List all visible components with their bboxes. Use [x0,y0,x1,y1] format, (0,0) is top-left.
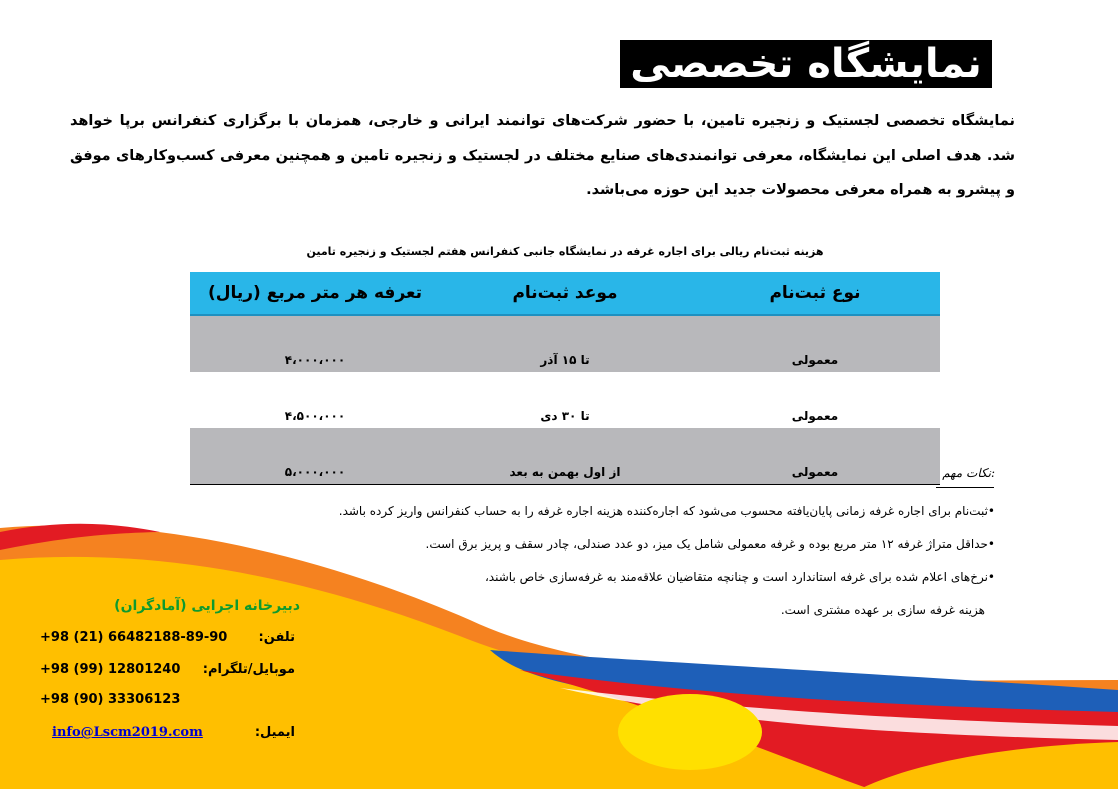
email-label: ایمیل: [254,725,295,740]
notes-heading-underline [936,487,994,488]
notes-list [240,503,995,635]
mobile-value-1: +98 (99) 12801240 [40,662,181,677]
cell-type: معمولی [690,315,940,372]
table-caption: هزینه ثبت‌نام ریالی برای اجاره غرفه در نمایشگاه جانبی کنفرانس هفتم لجستیک و زنجیره تامین [306,245,824,258]
mobile-label: موبایل/تلگرام: [202,662,295,677]
cell-deadline: تا ۳۰ دی [540,409,590,423]
table-row [190,372,940,428]
cell-deadline: تا ۱۵ آذر [440,315,690,372]
pricing-table [190,272,940,485]
cell-type: معمولی [690,428,940,485]
header-registration-type: نوع ثبت‌نام [690,272,940,315]
cell-deadline: از اول بهمن به بعد [440,428,690,485]
wave-yellow-blob [618,694,762,770]
intro-paragraph: نمایشگاه تخصصی لجستیک و زنجیره تامین، با حضور شرکت‌های توانمند ایرانی و خارجی، همزمان با برگزاری کنفرانس برپا خواهد شد. هدف اصلی این نمایشگاه، معرفی توانمندی‌های صنایع مختلف در لجستیک و زنجیره تامین و همچنین معرفی کسب‌وکارهای موفق و پیشرو به همراه معرفی محصولات جدید این حوزه می‌باشد. [70,113,1015,198]
header-rate-per-sqm: تعرفه هر متر مربع (ریال) [190,272,440,315]
list-item: •نرخ‌های اعلام شده برای غرفه استاندارد است و چنانچه متقاضیان علاقه‌مند به غرفه‌سازی خاص باشند، [484,570,995,584]
list-item: هزینه غرفه سازی بر عهده مشتری است. [780,603,985,617]
table-row [190,428,940,485]
phone-value: +98 (21) 66482188-89-90 [40,630,228,645]
table-header-row [190,272,940,315]
office-title: دبیرخانه اجرایی (آمادگران) [114,598,300,614]
list-item: •ثبت‌نام برای اجاره غرفه زمانی پایان‌یافته محسوب می‌شود که اجاره‌کننده هزینه اجاره غرفه را به حساب کنفرانس واریز کرده باشد. [338,504,995,518]
phone-label: تلفن: [258,630,295,645]
email-link[interactable]: info@Lscm2019.com [52,725,203,740]
page-title: نمایشگاه تخصصی [630,41,982,87]
list-item: •حداقل متراژ غرفه ۱۲ متر مربع بوده و غرفه معمولی شامل یک میز، دو عدد صندلی، چادر سقف و پریز برق است. [425,537,995,551]
cell-rate: ۴،۰۰۰،۰۰۰ [190,315,440,372]
cell-type: معمولی [791,409,839,423]
header-registration-deadline: موعد ثبت‌نام [440,272,690,315]
title-banner [620,40,992,88]
cell-rate: ۵،۰۰۰،۰۰۰ [190,428,440,485]
cell-rate: ۴،۵۰۰،۰۰۰ [284,409,346,423]
table-row [190,315,940,372]
notes-heading: نکات مهم: [942,466,995,480]
mobile-value-2: +98 (90) 33306123 [40,692,181,707]
